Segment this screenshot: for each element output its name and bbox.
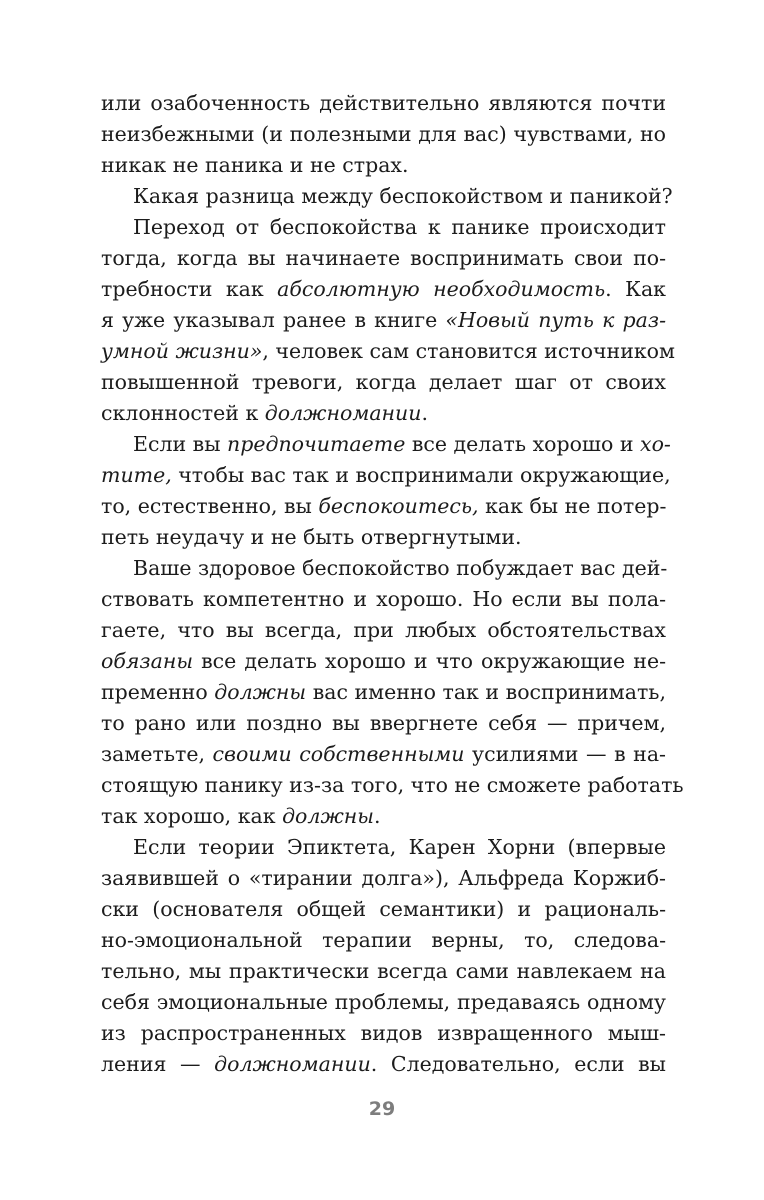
italic-text: своими собственными bbox=[212, 742, 465, 766]
text-line bbox=[101, 708, 666, 739]
page-number: 29 bbox=[368, 1098, 396, 1120]
paragraph bbox=[101, 553, 684, 832]
text-run: чтобы вас так и воспринимали окружающие, bbox=[171, 463, 671, 487]
text-run: из распространенных видов извращенного мыш- bbox=[101, 1021, 666, 1045]
text-run: стоящую панику из-за того, что не сможете работать bbox=[101, 773, 684, 797]
paragraph bbox=[101, 181, 673, 212]
text-run: пременно bbox=[101, 680, 215, 704]
text-line bbox=[101, 367, 666, 398]
italic-text: должны bbox=[214, 680, 307, 704]
text-run: неизбежными (и полезными для вас) чувствами, но bbox=[101, 122, 666, 146]
text-line bbox=[101, 398, 666, 429]
text-run: петь неудачу и не быть отвергнутыми. bbox=[101, 525, 522, 549]
text-run: тогда, когда вы начинаете воспринимать свои по- bbox=[101, 246, 666, 270]
text-run: все делать хорошо и bbox=[405, 432, 641, 456]
text-run: . Следовательно, если вы bbox=[370, 1052, 666, 1076]
text-line bbox=[101, 770, 684, 801]
text-line bbox=[101, 584, 666, 615]
text-line bbox=[101, 553, 666, 584]
text-line bbox=[101, 336, 675, 367]
text-run: никак не паника и не страх. bbox=[101, 153, 409, 177]
text-line bbox=[101, 305, 666, 336]
paragraph bbox=[101, 88, 666, 181]
italic-text: беспокоитесь, bbox=[318, 494, 479, 518]
paragraph bbox=[101, 212, 675, 429]
text-line bbox=[101, 801, 666, 832]
text-run: Ваше здоровое беспокойство побуждает вас дей- bbox=[133, 556, 668, 580]
text-run: ски (основателя общей семантики) и рациональ- bbox=[101, 897, 666, 921]
italic-text: должномании bbox=[264, 401, 422, 425]
text-run: Какая разница между беспокойством и паникой? bbox=[133, 184, 673, 208]
text-line bbox=[101, 212, 666, 243]
text-run: ления — bbox=[101, 1052, 215, 1076]
text-run: все делать хорошо и что окружающие не- bbox=[193, 649, 666, 673]
text-run: то рано или поздно вы ввергнете себя — причем, bbox=[101, 711, 666, 735]
text-line bbox=[101, 832, 666, 863]
italic-text: хо- bbox=[640, 432, 671, 456]
text-run: , человек сам становится источником bbox=[262, 339, 675, 363]
text-run: тельно, мы практически всегда сами навлекаем на bbox=[101, 959, 666, 983]
text-line bbox=[101, 615, 666, 646]
text-run: . bbox=[421, 401, 428, 425]
text-run: заметьте, bbox=[101, 742, 213, 766]
text-line bbox=[101, 925, 666, 956]
text-line bbox=[101, 1049, 666, 1080]
text-run: усилиями — в на- bbox=[464, 742, 666, 766]
italic-text: абсолютную необходимость bbox=[277, 277, 606, 301]
page-body bbox=[101, 88, 684, 1080]
text-line bbox=[101, 956, 666, 987]
text-run: вас именно так и воспринимать, bbox=[306, 680, 666, 704]
text-line bbox=[101, 677, 666, 708]
text-line bbox=[101, 491, 666, 522]
italic-text: умной жизни» bbox=[101, 339, 263, 363]
text-run: ствовать компетентно и хорошо. Но если вы пола- bbox=[101, 587, 666, 611]
italic-text: должны bbox=[282, 804, 374, 828]
text-line bbox=[101, 863, 666, 894]
text-run: требности как bbox=[101, 277, 278, 301]
text-line bbox=[101, 522, 666, 553]
text-line bbox=[101, 987, 666, 1018]
text-run: то, естественно, вы bbox=[101, 494, 319, 518]
text-line bbox=[101, 646, 666, 677]
italic-text: «Новый путь к раз- bbox=[445, 308, 666, 332]
text-line bbox=[101, 150, 666, 181]
text-run: повышенной тревоги, когда делает шаг от своих bbox=[101, 370, 666, 394]
text-line bbox=[101, 429, 671, 460]
text-run: так хорошо, как bbox=[101, 804, 283, 828]
text-run: как бы не потер- bbox=[478, 494, 667, 518]
text-run: но-эмоциональной терапии верны, то, следова- bbox=[101, 928, 666, 952]
text-line bbox=[101, 243, 666, 274]
text-run: . Как bbox=[605, 277, 666, 301]
text-run: себя эмоциональные проблемы, предаваясь одному bbox=[101, 990, 666, 1014]
text-run: или озабоченность действительно являются почти bbox=[101, 91, 666, 115]
text-run: Переход от беспокойства к панике происходит bbox=[133, 215, 666, 239]
text-line bbox=[101, 1018, 666, 1049]
text-run: склонностей к bbox=[101, 401, 265, 425]
text-run: заявившей о «тирании долга»), Альфреда Коржиб- bbox=[101, 866, 666, 890]
text-line bbox=[101, 460, 671, 491]
italic-text: обязаны bbox=[101, 649, 194, 673]
text-run: я уже указывал ранее в книге bbox=[101, 308, 446, 332]
paragraph bbox=[101, 832, 666, 1080]
italic-text: предпочитаете bbox=[227, 432, 406, 456]
text-run: . bbox=[373, 804, 381, 828]
text-line bbox=[101, 739, 666, 770]
text-line bbox=[101, 88, 666, 119]
text-run: Если теории Эпиктета, Карен Хорни (впервые bbox=[133, 835, 666, 859]
text-line bbox=[101, 274, 666, 305]
text-run: Если вы bbox=[133, 432, 228, 456]
text-line bbox=[101, 894, 666, 925]
text-run: гаете, что вы всегда, при любых обстоятельствах bbox=[101, 618, 666, 642]
italic-text: тите, bbox=[101, 463, 172, 487]
paragraph bbox=[101, 429, 671, 553]
italic-text: должномании bbox=[214, 1052, 371, 1076]
text-line bbox=[101, 181, 673, 212]
text-line bbox=[101, 119, 666, 150]
